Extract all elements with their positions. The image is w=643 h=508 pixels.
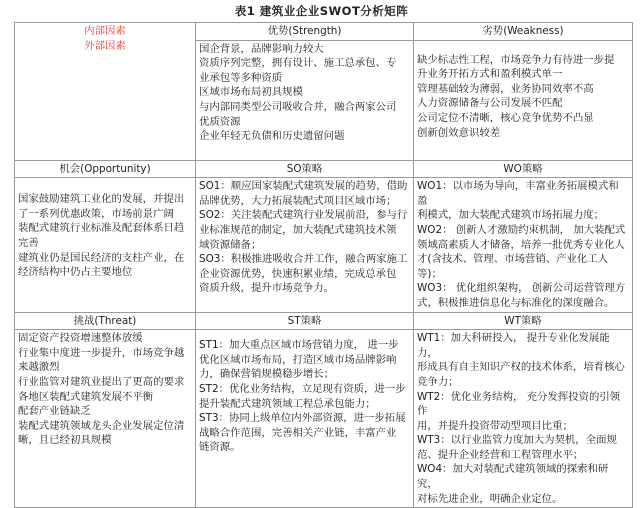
st-item: ST1：加大重点区域市场营销力度， 进一步: [199, 339, 399, 352]
st-item: ST2：优化业务结构，立足现有资质，进一步: [199, 382, 406, 395]
wo-cell: [414, 178, 633, 312]
strength-item: 区域市场布局初具规模: [199, 86, 303, 99]
so-item: 域资源储备；: [199, 238, 262, 251]
weakness-item: 升业务开拓方式和盈利模式单一: [417, 68, 563, 81]
strength-cell: [196, 40, 414, 160]
st-header: ST策略: [196, 312, 414, 330]
threat-header: 挑战(Threat): [15, 312, 196, 330]
threat-item: 行业监管对建筑业提出了更高的要求: [18, 375, 185, 388]
wo-item: 才(含技术、管理、市场营销、产业化工人: [417, 253, 609, 266]
internal-factors-label: 内部因素: [84, 25, 126, 37]
weakness-item: 公司定位不清晰，核心竞争优势不凸显: [417, 111, 594, 124]
swot-matrix-table: [14, 22, 633, 508]
weakness-item: 管理基础较为薄弱，业务协同效率不高: [417, 82, 594, 95]
weakness-item: 人力资源储备与公司发展不匹配: [417, 97, 563, 110]
strength-item: 国企背景，品牌影响力较大: [199, 42, 324, 55]
wo-header: WO策略: [414, 160, 633, 178]
so-item: SO2：关注装配式建筑行业发展前沿，参与行: [199, 209, 408, 222]
strength-item: 优质资源: [199, 115, 241, 128]
wt-item: 形成具有自主知识产权的技术体系，培育核心: [417, 361, 625, 374]
wo-item: WO3： 优化组织架构， 创新公司运营管理方: [417, 282, 626, 295]
so-item: 资质升级，提升市场竞争力。: [199, 282, 335, 295]
wo-item: WO1：以市场为导向，丰富业务拓展模式和盈: [417, 180, 619, 207]
opportunity-row: [15, 178, 633, 312]
strength-header: 优势(Strength): [196, 23, 414, 41]
threat-cell: [15, 330, 196, 508]
weakness-cell: [414, 40, 633, 160]
so-item: SO3：积极推进吸收合并工作，融合两家施工: [199, 253, 408, 266]
opportunity-item: 了一系列优惠政策，市场前景广阔: [18, 207, 174, 220]
opportunity-item: 经济结构中仍占主要地位: [18, 266, 133, 279]
wo-item: 等)；: [417, 267, 442, 280]
wt-item: WT1：加大科研投入， 提升专业化发展能力，: [417, 332, 610, 359]
wt-cell: [414, 330, 633, 508]
strength-item: 业承包等多种资质: [199, 71, 283, 84]
wt-item: 竞争力；: [417, 375, 459, 388]
strength-item: 与内部同类型公司吸收合并，融合两家公司: [199, 100, 397, 113]
weakness-header: 劣势(Weakness): [414, 23, 633, 41]
opportunity-item: 装配式建筑行业标准及配套体系日趋: [18, 222, 185, 235]
threat-item: 晰，且已经初具规模: [18, 434, 112, 447]
wo-item: 领域高素质人才储备，培养一批优秀专业化人: [417, 238, 625, 251]
opportunity-cell: [15, 178, 196, 312]
st-item: 提升装配式建筑领域工程总承包能力；: [199, 397, 376, 410]
st-item: 优化区域市场布局，打造区域市场品牌影响: [199, 353, 397, 366]
so-header: SO策略: [196, 160, 414, 178]
threat-item: 配套产业链缺乏: [18, 405, 91, 418]
opportunity-header: 机会(Opportunity): [15, 160, 196, 178]
threat-item: 装配式建筑领域龙头企业发展定位清: [18, 419, 185, 432]
st-item: 力，确保营销规模稳步增长；: [199, 368, 335, 381]
opportunity-item: 完善: [18, 236, 39, 249]
wt-item: 范、提升企业经营和工程管理水平；: [417, 448, 584, 461]
wt-item: 对标先进企业，明确企业定位。: [417, 492, 563, 505]
so-cell: [196, 178, 414, 312]
strength-item: 企业年轻无负债和历史遗留问题: [199, 130, 345, 143]
opportunity-item: 建筑业仍是国民经济的支柱产业，在: [18, 251, 185, 264]
threat-item: 固定资产投资增速整体放缓: [18, 332, 143, 345]
wt-header: WT策略: [414, 312, 633, 330]
so-item: 企业资源优势，快速积累业绩，完成总承包: [199, 267, 397, 280]
strength-item: 资质序列完整，拥有设计、施工总承包、专: [199, 57, 397, 70]
threat-item: 来越激烈: [18, 361, 60, 374]
table-caption: 表1 建筑业企业SWOT分析矩阵: [234, 4, 409, 18]
threat-item: 行业集中度进一步提升，市场竞争越: [18, 346, 185, 359]
so-item: 品牌优势，大力拓展装配式项目区域市场；: [199, 194, 397, 207]
wt-item: 用，并提升投资带动型项目比重；: [417, 419, 573, 432]
factors-cell: [15, 23, 196, 161]
st-item: ST3：协同上级单位内外部资源，进一步拓展: [199, 412, 406, 425]
weakness-item: 创新创效意识较差: [417, 126, 501, 139]
wo-item: 式，积极推进信息化与标准化的深度融合。: [417, 296, 615, 309]
threat-row: [15, 330, 633, 508]
st-item: 链资源。: [199, 441, 241, 454]
opportunity-header-row: [15, 160, 633, 178]
wt-item: WT3：以行业监管力度加大为契机，全面规: [417, 434, 617, 447]
threat-header-row: [15, 312, 633, 330]
swot-header-row: [15, 23, 633, 41]
st-item: 战略合作范围，完善相关产业链，丰富产业: [199, 426, 397, 439]
st-cell: [196, 330, 414, 508]
weakness-item: 缺少标志性工程，市场竞争力有待进一步提: [417, 53, 615, 66]
wo-item: 利模式，加大装配式建筑市场拓展力度；: [417, 209, 605, 222]
wo-item: WO2： 创新人才激励约束机制， 加大装配式: [417, 223, 626, 236]
opportunity-item: 国家鼓励建筑工业化的发展，并提出: [18, 193, 185, 206]
so-item: SO1：顺应国家装配式建筑发展的趋势，借助: [199, 180, 408, 193]
wt-item: WT2：优化业务结构， 充分发挥投资的引领作: [417, 390, 621, 418]
so-item: 业标准规范的制定，加大装配式建筑技术领: [199, 223, 397, 236]
external-factors-label: 外部因素: [84, 39, 126, 52]
threat-item: 各地区装配式建筑发展不平衡: [18, 390, 154, 403]
wt-item: WO4：加大对装配式建筑领域的探索和研究，: [417, 463, 609, 491]
